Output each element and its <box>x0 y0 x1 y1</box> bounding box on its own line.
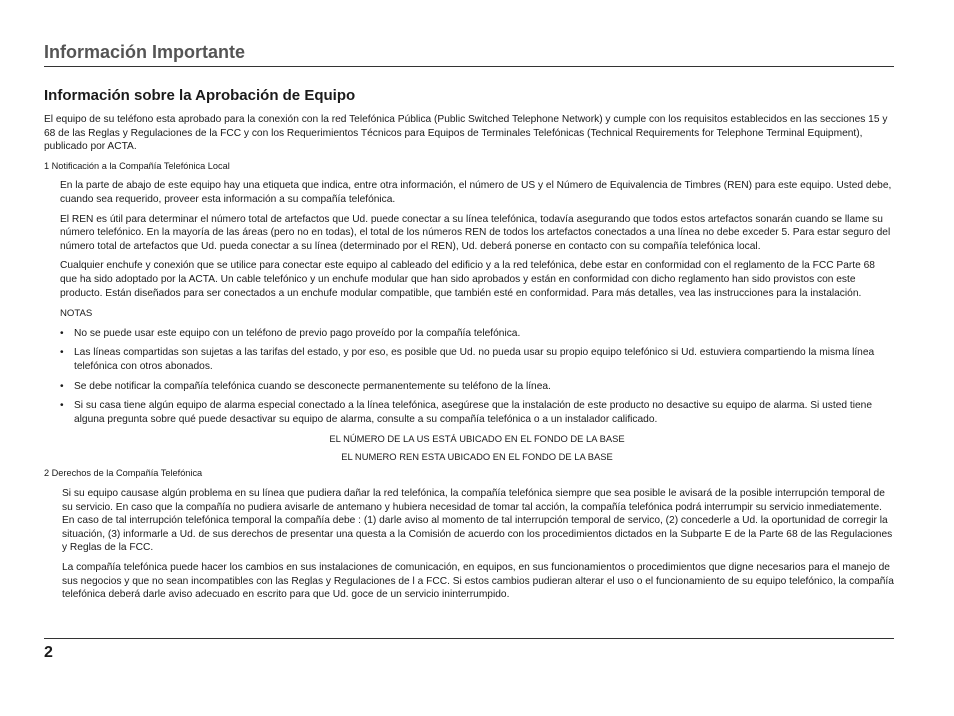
note-text: No se puede usar este equipo con un teléfono de previo pago proveído por la compañía telefónica. <box>74 327 521 339</box>
page-title: Información Importante <box>44 42 246 62</box>
part2-body <box>44 487 894 602</box>
us-number-location: EL NÚMERO DE LA US ESTÁ UBICADO EN EL FONDO DE LA BASE <box>329 433 625 445</box>
main-content <box>44 86 894 608</box>
part2-section <box>44 467 894 601</box>
ren-number-location: EL NUMERO REN ESTA UBICADO EN EL FONDO DE LA BASE <box>341 450 613 462</box>
part1-heading: 1 Notificación a la Compañía Telefónica Local <box>44 160 230 171</box>
bullet-icon: • <box>60 327 64 339</box>
part2-paragraph: Si su equipo causase algún problema en su línea que pudiera dañar la red telefónica, la compañía telefónica siempre que sea posible le avisará de la posible interrupción temporal de su servicio. En caso que la compañía no pudiera avisarle de antemano y hubiera necesidad de tomar tal acción, la compañía telefónica podrá interrumpir su servicio inmediatemente. En caso de tal interrupción telefónica temporal la compañía debe : (1) darle aviso al momento de tal interrupción temporal de servico, (2) concederle a Ud. la oportunidad de corregir la situación, (3) informarle a Ud. de sus derechos de presentar una questa a la Comisión de acuerdo con los procedimientos dictados en la Subparte E de la Parte 68 de las Regulaciones y Reglas de la FCC. <box>62 488 893 554</box>
notes-label: NOTAS <box>60 308 93 320</box>
part2-paragraph: La compañía telefónica puede hacer los cambios en sus instalaciones de comunicación, en equipos, en sus funcionamientos o procedimientos que digne necesarios para el manejo de sus negocios y que no sean incompatibles con las Reglas y Regulaciones de l a FCC. Si estos cambios pudieran alterar el uso o el funcionamiento de su equipo telefónico, la compañía telefónica deberá darle aviso adecuado en escrito para que Ud. goce de un servicio ininterrumpido. <box>62 562 894 601</box>
list-item <box>60 399 894 426</box>
notes-list <box>44 327 894 427</box>
list-item <box>60 346 894 373</box>
list-item <box>60 380 894 394</box>
part1-paragraph: Cualquier enchufe y conexión que se utilice para conectar este equipo al cableado del edificio y a la red telefónica, debe estar en conformidad con el reglamento de la FCC Parte 68 que ha sido adoptado por la ACTA. Un cable telefónico y un enchufe modular que han sido aprobados y están en conformidad con dicho reglamento han sido provistos con este producto. Están diseñados para ser conectados a un enchufe modular compatible, que también esté en conformidad. Para más detalles, vea las instrucciones para la instalación. <box>60 260 875 299</box>
list-item <box>60 327 894 341</box>
header-divider <box>44 66 894 67</box>
intro-paragraph: El equipo de su teléfono esta aprobado para la conexión con la red Telefónica Pública (Public Switched Telephone Network) y cumple con los requisitos establecidos en las secciones 15 y 68 de las Reglas y Regulaciones de la FCC y con los Requerimientos Técnicos para Equipos de Terminales Telefónicas (Technical Requirements for Telephone Terminal Equipment), publicado por ACTA. <box>44 114 888 153</box>
part1-paragraph: El REN es útil para determinar el número total de artefactos que Ud. puede conectar a su línea telefónica, todavía asegurando que todos estos artefactos sonarán cuando se llame su número telefónico. En la mayoría de las áreas (pero no en todas), el total de los números REN de todos los artefactos conectados a una línea no debe exceder 5. Para estar seguro del número total de artefactos que Ud. pueda conectar a su línea (determinado por el REN), Ud. deberá ponerse en contacto con su compañía telefónica local. <box>60 213 891 252</box>
page-number: 2 <box>44 644 53 661</box>
bullet-icon: • <box>60 400 64 412</box>
part1-body <box>44 179 894 320</box>
footer-divider <box>44 638 894 639</box>
document-page <box>44 0 894 716</box>
section-title: Información sobre la Aprobación de Equipo <box>44 87 356 104</box>
part2-heading: 2 Derechos de la Compañía Telefónica <box>44 468 203 479</box>
bullet-icon: • <box>60 380 64 392</box>
note-text: Si su casa tiene algún equipo de alarma especial conectado a la línea telefónica, asegúrese que la instalación de este producto no desactive su equipo de alarma. Si usted tiene alguna pregunta sobre qué puede desactivar su equipo de alarma, consulte a su compañía telefónica o a un instalador calificado. <box>74 400 872 425</box>
note-text: Las líneas compartidas son sujetas a las tarifas del estado, y por eso, es posible que Ud. no pueda usar su propio equipo telefónico si Ud. estuviera compartiendo la misma línea telefónica con otros abonados. <box>74 347 875 372</box>
bullet-icon: • <box>60 347 64 359</box>
note-text: Se debe notificar la compañía telefónica cuando se desconecte permanentemente su teléfono de la línea. <box>74 380 551 392</box>
part1-paragraph: En la parte de abajo de este equipo hay una etiqueta que indica, entre otra información, el número de US y el Número de Equivalencia de Timbres (REN) para este equipo. Usted debe, cuando sea requerido, proveer esta información a su compañía telefónica. <box>60 180 892 205</box>
